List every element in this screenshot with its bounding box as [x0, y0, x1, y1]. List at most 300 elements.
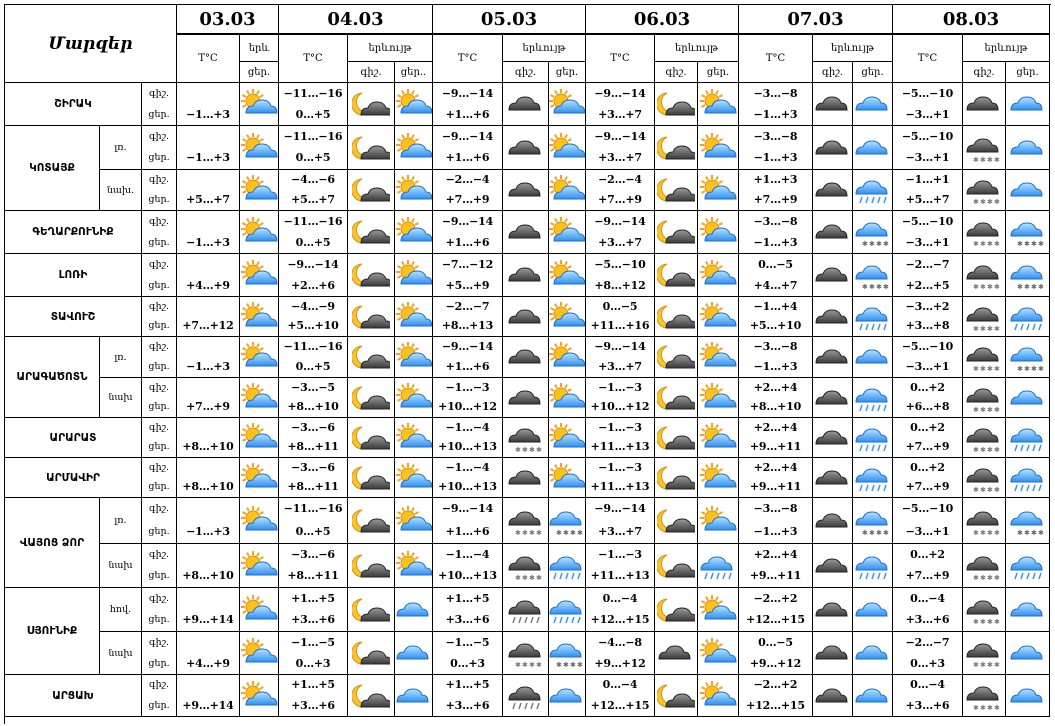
night-header-1: գիշ.	[348, 62, 395, 83]
dark-snow-cloud-icon	[965, 217, 1003, 247]
moon-cloud-icon	[352, 302, 390, 332]
night-temp: +2…+4	[753, 460, 798, 474]
moon-cloud-icon	[352, 423, 390, 453]
moon-cloud-icon	[352, 463, 390, 493]
night-temp: −1…−3	[598, 420, 642, 434]
phenomenon-night-05	[503, 170, 549, 211]
phenomenon-night-08	[963, 544, 1006, 588]
sun-cloud-icon	[549, 133, 586, 163]
phenomenon-night-05	[503, 458, 549, 498]
night-temp: −9…−14	[441, 129, 494, 143]
day-temp: 0…+5	[295, 151, 331, 165]
day-temp: −3…+1	[905, 107, 950, 121]
zone-label: նախ	[100, 632, 142, 675]
blue-cloud-icon	[854, 681, 892, 711]
phenomenon-night-04	[348, 418, 395, 458]
phenomenon-day-04	[395, 675, 433, 717]
phenomenon-day-08	[1006, 544, 1050, 588]
night-temp: 0…−5	[602, 299, 638, 313]
svg-text:✱: ✱	[521, 573, 528, 581]
day-temp: −3…+1	[905, 151, 950, 165]
blue-cloud-icon	[854, 595, 892, 625]
night-temp: −2…+2	[753, 678, 798, 692]
day-temp: 0…+5	[295, 524, 331, 538]
svg-text:✱: ✱	[973, 485, 979, 493]
night-label: գիշ.	[148, 258, 170, 270]
night-temp: −9…−14	[441, 502, 494, 516]
dark-snow-cloud-icon	[965, 463, 1003, 493]
sun-cloud-icon	[549, 217, 586, 247]
phenomenon-day-07	[853, 170, 893, 211]
sun-cloud-icon	[699, 133, 737, 163]
sun-cloud-icon	[549, 463, 586, 493]
night-label: գիշ.	[148, 421, 170, 433]
blue-cloud-icon	[854, 133, 892, 163]
sun-cloud-icon	[395, 260, 433, 290]
svg-text:✱: ✱	[1037, 365, 1044, 372]
night-temp	[206, 549, 210, 561]
snow-cloud-icon	[1009, 260, 1047, 290]
phenomenon-day-08	[1006, 170, 1050, 211]
date-header-1: 04.03	[279, 5, 433, 35]
phenomenon-day-06	[698, 544, 739, 588]
svg-text:✱: ✱	[535, 573, 542, 581]
sun-cloud-icon	[549, 423, 586, 453]
time-of-day	[142, 675, 177, 717]
phenomenon-day-05	[549, 170, 586, 211]
svg-text:✱: ✱	[875, 528, 882, 536]
day-temp: −1…+3	[753, 524, 798, 538]
day-temp: +7…+9	[753, 193, 798, 207]
time-of-day	[142, 378, 177, 418]
svg-text:✱: ✱	[987, 155, 993, 163]
day-temp: −3…+1	[905, 235, 950, 249]
sun-cloud-icon	[240, 175, 278, 205]
night-temp: −1…−4	[445, 547, 490, 561]
svg-text:✱: ✱	[875, 240, 882, 247]
dark-cloud-icon	[814, 595, 852, 625]
night-temp: +1…+5	[291, 591, 335, 605]
dark-cloud-icon	[814, 260, 852, 290]
moon-cloud-icon	[352, 595, 390, 625]
region-name: ԱՐՄԱՎԻՐ	[5, 458, 142, 498]
phenomenon-day-08	[1006, 498, 1050, 544]
night-temp: 0…−5	[758, 257, 793, 271]
temp-04	[279, 297, 348, 337]
phenomenon-night-04	[348, 588, 395, 632]
phenomenon-night-08	[963, 337, 1006, 378]
temp-05	[433, 544, 503, 588]
svg-text:✱: ✱	[882, 528, 889, 536]
svg-text:✱: ✱	[1016, 240, 1023, 247]
phenomenon-03	[240, 254, 279, 297]
dark-cloud-icon	[507, 217, 545, 247]
moon-cloud-icon	[352, 133, 390, 163]
phenomenon-day-08	[1006, 418, 1050, 458]
night-temp: −1…+1	[905, 173, 950, 187]
date-header-3: 06.03	[586, 5, 739, 35]
day-temp: +3…+7	[598, 107, 642, 121]
svg-text:✱: ✱	[980, 661, 986, 668]
temp-07	[739, 170, 813, 211]
sun-cloud-icon	[240, 506, 278, 536]
phenomenon-night-07	[813, 498, 853, 544]
region-name: ԿՈՏԱՅՔ	[5, 126, 100, 211]
temp-header-0: T°C	[177, 35, 240, 83]
night-label: գիշ.	[148, 381, 170, 393]
temp-08	[893, 254, 963, 297]
temp-03	[177, 418, 240, 458]
night-temp: −11…−16	[283, 502, 343, 516]
phenomenon-night-07	[813, 211, 853, 254]
day-temp: +12…+15	[590, 613, 650, 627]
svg-text:✱: ✱	[868, 283, 875, 290]
night-temp: −9…−14	[441, 214, 494, 228]
dark-cloud-icon	[507, 463, 545, 493]
time-of-day	[142, 83, 177, 126]
phenomenon-day-05	[549, 588, 586, 632]
temp-08	[893, 544, 963, 588]
sun-cloud-icon	[549, 260, 586, 290]
zone-label: լռ.	[100, 126, 142, 170]
phenomenon-night-04	[348, 211, 395, 254]
temp-06	[586, 297, 655, 337]
night-temp	[206, 216, 210, 228]
dark-cloud-icon	[507, 133, 545, 163]
temp-04	[279, 211, 348, 254]
sun-cloud-icon	[699, 638, 737, 668]
phenomenon-header-3: երևույթ	[655, 35, 739, 62]
phenomenon-day-05	[549, 254, 586, 297]
phenomenon-night-04	[348, 254, 395, 297]
night-temp: −3…−6	[291, 460, 335, 474]
temp-04	[279, 254, 348, 297]
phenomenon-night-05	[503, 544, 549, 588]
dark-snow-cloud-icon	[965, 638, 1003, 668]
phenomenon-03	[240, 170, 279, 211]
sun-cloud-icon	[240, 342, 278, 372]
temp-05	[433, 675, 503, 717]
day-temp: +8…+12	[594, 278, 646, 292]
day-temp: +11…+16	[590, 319, 650, 333]
zone-label: նախ	[100, 544, 142, 588]
day-temp: +6…+8	[905, 400, 950, 414]
svg-text:✱: ✱	[973, 528, 979, 536]
blue-cloud-icon	[1009, 383, 1047, 413]
night-temp: −1…−4	[445, 460, 490, 474]
sun-cloud-icon	[395, 217, 433, 247]
phenomenon-day-08	[1006, 378, 1050, 418]
moon-cloud-icon	[657, 383, 695, 413]
phenomenon-night-05	[503, 254, 549, 297]
temp-06	[586, 126, 655, 170]
phenomenon-night-05	[503, 211, 549, 254]
day-temp: +9…+12	[594, 656, 646, 670]
phenomenon-night-05	[503, 632, 549, 675]
svg-text:✱: ✱	[514, 573, 521, 581]
temp-03	[177, 498, 240, 544]
phenomenon-03	[240, 297, 279, 337]
svg-text:✱: ✱	[980, 198, 986, 205]
dark-snow-cloud-icon	[507, 638, 545, 668]
night-temp: −2…−4	[445, 173, 490, 187]
moon-cloud-icon	[352, 89, 390, 119]
temp-08	[893, 297, 963, 337]
day-temp: +11…+13	[590, 569, 650, 583]
sun-cloud-icon	[240, 681, 278, 711]
sun-cloud-icon	[395, 89, 433, 119]
svg-text:✱: ✱	[994, 703, 1000, 711]
temp-05	[433, 632, 503, 675]
moon-cloud-icon	[657, 89, 695, 119]
dark-cloud-icon	[507, 175, 545, 205]
svg-text:✱: ✱	[521, 528, 528, 536]
day-temp: +1…+6	[445, 360, 490, 374]
day-temp: +11…+13	[590, 440, 650, 454]
night-label: գիշ.	[148, 341, 170, 353]
moon-cloud-icon	[352, 506, 390, 536]
temp-04	[279, 378, 348, 418]
day-temp: +11…+13	[590, 480, 650, 494]
phenomenon-day-05	[549, 418, 586, 458]
phenomenon-day-06	[698, 675, 739, 717]
night-header-2: գիշ.	[503, 62, 549, 83]
day-label: ցեր.	[148, 152, 170, 164]
phenomenon-03	[240, 418, 279, 458]
moon-cloud-icon	[657, 463, 695, 493]
day-temp: +12…+15	[590, 698, 650, 712]
blue-cloud-icon	[549, 681, 586, 711]
svg-text:✱: ✱	[980, 528, 986, 536]
svg-text:✱: ✱	[868, 528, 875, 536]
svg-text:✱: ✱	[1023, 365, 1030, 372]
phenomenon-day-07	[853, 418, 893, 458]
rain-cloud-icon	[854, 302, 892, 332]
blue-cloud-icon	[1009, 595, 1047, 625]
svg-text:✱: ✱	[882, 240, 889, 247]
temp-05	[433, 170, 503, 211]
day-label: ցեր.	[148, 401, 170, 413]
sun-cloud-icon	[395, 342, 433, 372]
phenomenon-night-06	[655, 632, 698, 675]
night-temp: −1…+4	[753, 299, 798, 313]
night-temp: 0…−5	[758, 635, 793, 649]
night-temp: −5…−10	[901, 502, 954, 516]
day-header-5: ցեր.	[1006, 62, 1050, 83]
sun-cloud-icon	[549, 342, 586, 372]
phenomenon-day-08	[1006, 83, 1050, 126]
day-temp: +7…+9	[445, 193, 490, 207]
date-header-4: 07.03	[739, 5, 893, 35]
svg-text:✱: ✱	[980, 617, 986, 625]
temp-07	[739, 458, 813, 498]
day-temp: 0…+5	[295, 235, 331, 249]
phenomenon-day-05	[549, 498, 586, 544]
svg-text:✱: ✱	[987, 324, 993, 332]
moon-cloud-icon	[657, 302, 695, 332]
phenomenon-night-08	[963, 458, 1006, 498]
phenomenon-night-04	[348, 378, 395, 418]
night-temp: 0…−4	[602, 678, 638, 692]
temp-07	[739, 83, 813, 126]
phenomenon-day-06	[698, 126, 739, 170]
night-temp: −9…−14	[441, 86, 494, 100]
sun-cloud-icon	[699, 175, 737, 205]
snow-cloud-icon	[1009, 217, 1047, 247]
day-temp: −1…+3	[186, 235, 230, 249]
blue-cloud-icon	[1009, 175, 1047, 205]
phenomenon-day-05	[549, 83, 586, 126]
night-temp: +1…+5	[291, 678, 335, 692]
temp-08	[893, 588, 963, 632]
day-temp: +8…+10	[182, 480, 234, 494]
dark-cloud-icon	[507, 89, 545, 119]
phenomenon-day-05	[549, 297, 586, 337]
sun-cloud-icon	[699, 506, 737, 536]
day-temp: +5…+9	[445, 278, 490, 292]
day-temp: +3…+7	[598, 151, 642, 165]
moon-cloud-icon	[657, 595, 695, 625]
svg-text:✱: ✱	[987, 703, 993, 711]
svg-text:✱: ✱	[577, 528, 583, 536]
night-header-5: գիշ.	[963, 62, 1006, 83]
night-temp	[206, 174, 210, 186]
night-temp: −1…−5	[291, 635, 335, 649]
time-of-day	[142, 170, 177, 211]
svg-text:✱: ✱	[994, 485, 1000, 493]
rain-cloud-icon	[1009, 302, 1047, 332]
temp-06	[586, 378, 655, 418]
day-temp: +4…+7	[753, 278, 798, 292]
phenomenon-night-08	[963, 297, 1006, 337]
day-temp: 0…+5	[295, 360, 331, 374]
dark-cloud-icon	[965, 89, 1003, 119]
phenomenon-day-07	[853, 498, 893, 544]
night-temp: −1…−4	[445, 420, 490, 434]
phenomenon-night-06	[655, 297, 698, 337]
day-header-2: ցեր.	[549, 62, 586, 83]
dark-snow-cloud-icon	[965, 551, 1003, 581]
day-temp: +8…+13	[441, 319, 494, 333]
night-temp: −11…−16	[283, 129, 343, 143]
night-temp	[206, 88, 210, 100]
time-of-day	[142, 126, 177, 170]
dark-snow-cloud-icon	[965, 383, 1003, 413]
temp-05	[433, 83, 503, 126]
svg-text:✱: ✱	[1016, 365, 1023, 372]
temp-05	[433, 378, 503, 418]
snow-cloud-icon	[854, 217, 892, 247]
temp-06	[586, 544, 655, 588]
svg-text:✱: ✱	[973, 405, 979, 413]
dark-cloud-icon	[507, 342, 545, 372]
svg-text:✱: ✱	[1037, 528, 1044, 536]
moon-cloud-icon	[352, 175, 390, 205]
svg-text:✱: ✱	[994, 617, 1000, 625]
temp-08	[893, 170, 963, 211]
phenomenon-night-07	[813, 632, 853, 675]
phenomenon-night-06	[655, 498, 698, 544]
phenomenon-day-04	[395, 498, 433, 544]
day-temp: +3…+8	[905, 319, 950, 333]
day-temp: +7…+9	[186, 400, 230, 414]
phenomenon-03	[240, 498, 279, 544]
night-temp: −3…−8	[753, 129, 798, 143]
svg-text:✱: ✱	[521, 445, 528, 453]
temp-05	[433, 254, 503, 297]
phenomenon-day-08	[1006, 632, 1050, 675]
phenomenon-night-04	[348, 544, 395, 588]
blue-cloud-icon	[854, 638, 892, 668]
region-name: ՎԱՅՈՑ ՁՈՐ	[5, 498, 100, 588]
svg-text:✱: ✱	[535, 528, 542, 536]
region-name: ՇԻՐԱԿ	[5, 83, 142, 126]
temp-07	[739, 418, 813, 458]
moon-cloud-icon	[352, 681, 390, 711]
phenomenon-night-04	[348, 675, 395, 717]
blue-cloud-icon	[395, 681, 433, 711]
temp-06	[586, 588, 655, 632]
day-temp: +1…+6	[445, 151, 490, 165]
temp-03	[177, 378, 240, 418]
day-label: ցեր.	[148, 361, 170, 373]
phenomenon-night-08	[963, 588, 1006, 632]
phenomenon-day-07	[853, 297, 893, 337]
temp-05	[433, 588, 503, 632]
temp-08	[893, 126, 963, 170]
night-temp	[206, 422, 210, 434]
sun-cloud-icon	[699, 260, 737, 290]
phenomenon-day-04	[395, 418, 433, 458]
phenomenon-night-05	[503, 418, 549, 458]
phenomenon-night-07	[813, 458, 853, 498]
blue-cloud-icon	[1009, 638, 1047, 668]
zone-label: լռ.	[100, 498, 142, 544]
sun-cloud-icon	[395, 302, 433, 332]
moon-cloud-icon	[657, 133, 695, 163]
day-temp: −1…+3	[753, 107, 798, 121]
temp-06	[586, 498, 655, 544]
night-label: գիշ.	[148, 87, 170, 99]
svg-text:✱: ✱	[980, 405, 986, 413]
phenomenon-night-07	[813, 337, 853, 378]
phenomenon-day-04	[395, 632, 433, 675]
temp-07	[739, 297, 813, 337]
day-temp: −3…+1	[905, 524, 950, 538]
phenomenon-day-07	[853, 126, 893, 170]
phenomenon-night-07	[813, 378, 853, 418]
phenomenon-day-06	[698, 337, 739, 378]
svg-text:✱: ✱	[973, 240, 979, 247]
day-temp: +3…+7	[598, 360, 642, 374]
blue-cloud-icon	[1009, 133, 1047, 163]
svg-text:✱: ✱	[528, 661, 535, 668]
sun-cloud-icon	[240, 217, 278, 247]
svg-text:✱: ✱	[994, 198, 1000, 205]
day-temp: +1…+6	[445, 107, 490, 121]
temp-07	[739, 498, 813, 544]
temp-08	[893, 211, 963, 254]
day-temp: +8…+11	[287, 569, 339, 583]
night-temp: −4…−8	[598, 635, 642, 649]
phenomenon-day-04	[395, 211, 433, 254]
day-temp: +10…+13	[438, 440, 497, 454]
sun-cloud-icon	[699, 383, 737, 413]
dark-cloud-icon	[814, 217, 852, 247]
time-of-day	[142, 588, 177, 632]
svg-text:✱: ✱	[1037, 283, 1044, 290]
temp-07	[739, 378, 813, 418]
